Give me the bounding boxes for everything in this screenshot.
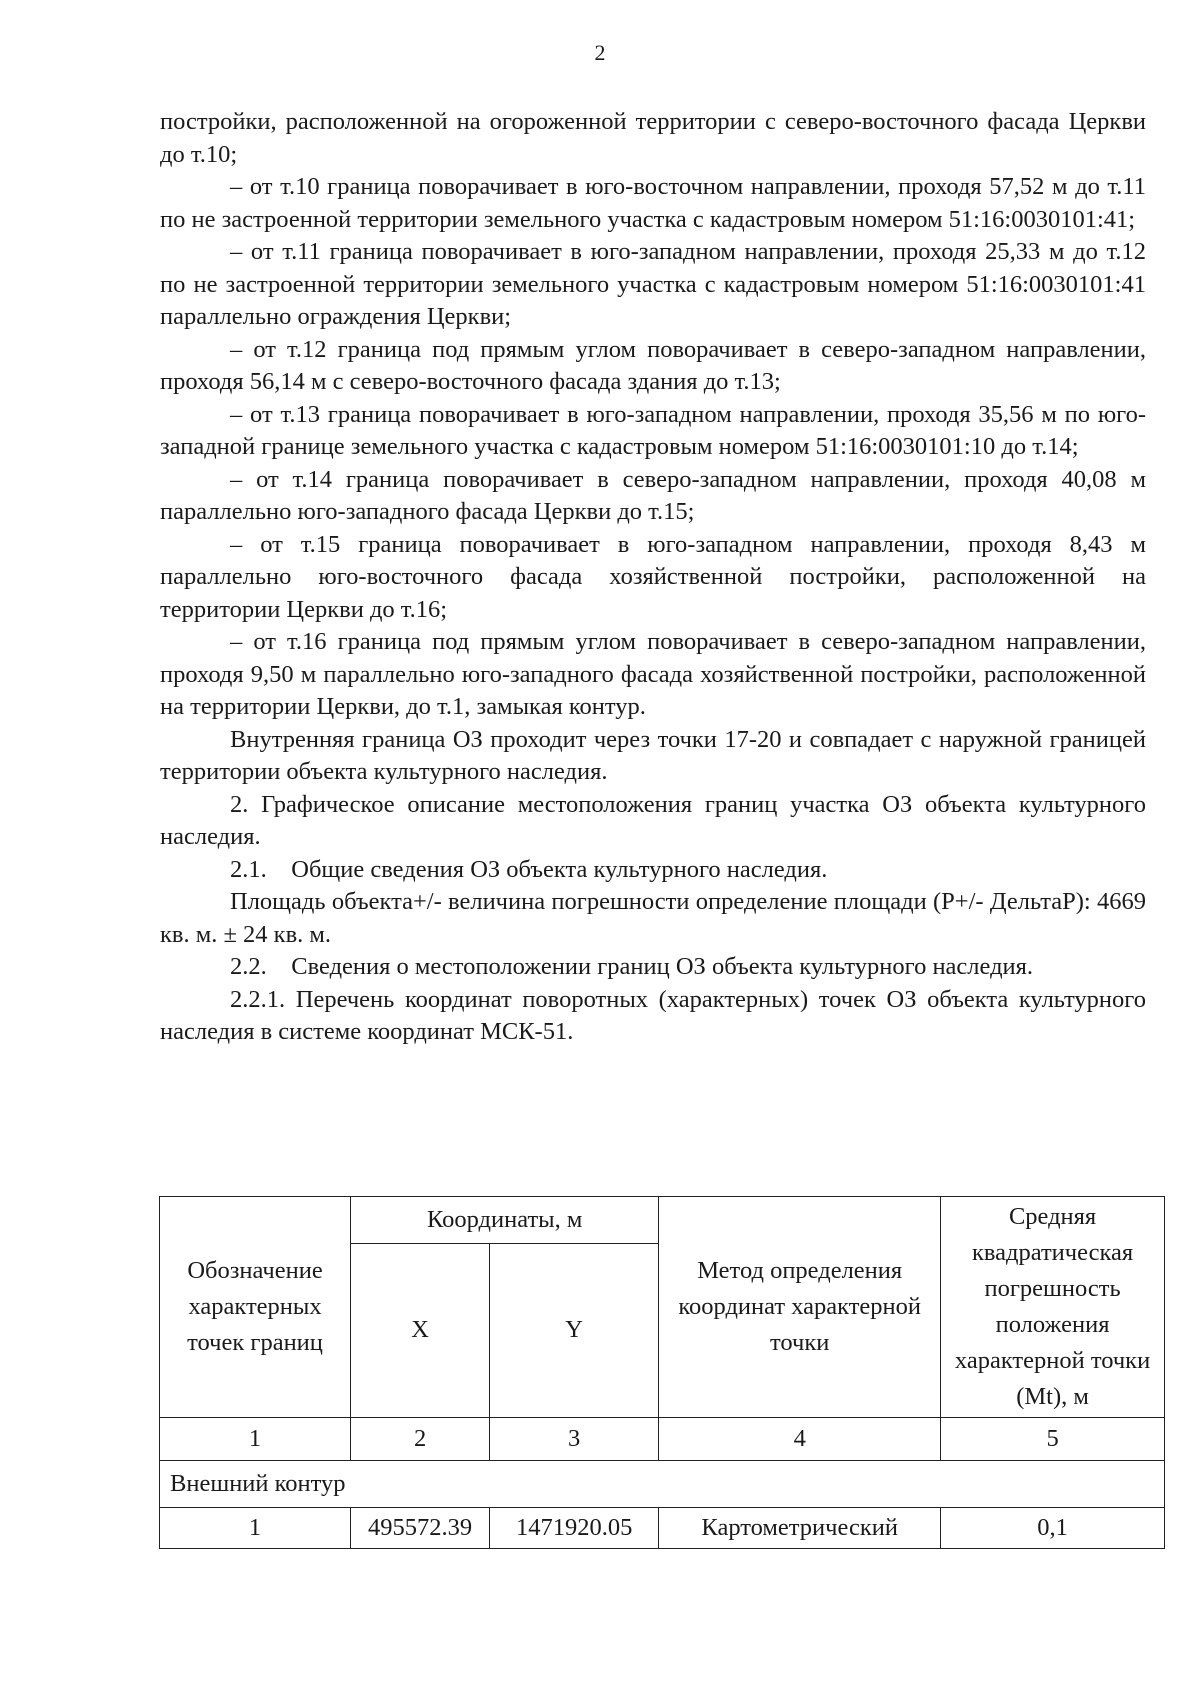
paragraph: 2.2. Сведения о местоположении границ ОЗ объекта культурного наследия. [230, 953, 1034, 980]
coordinates-table [159, 1196, 1165, 1549]
table-row [160, 1508, 1165, 1549]
coordinates-table-wrapper [159, 1196, 1165, 1549]
cell-y: 1471920.05 [490, 1508, 659, 1549]
column-number: 4 [659, 1418, 941, 1461]
section-label: Внешний контур [160, 1461, 1165, 1508]
document-body [160, 106, 1146, 1049]
paragraph: – от т.14 граница поворачивает в северо-западном направлении, проходя 40,08 м параллельно юго-западного фасада Церкви до т.15; [160, 465, 1146, 525]
paragraph: 2.1. Общие сведения ОЗ объекта культурного наследия. [230, 855, 828, 883]
cell-error: 0,1 [941, 1508, 1165, 1549]
cell-x: 495572.39 [351, 1508, 490, 1549]
column-number: 2 [351, 1418, 490, 1461]
paragraph: 2. Графическое описание местоположения границ участка ОЗ объекта культурного наследия. [160, 790, 1146, 850]
paragraph: – от т.13 граница поворачивает в юго-западном направлении, проходя 35,56 м по юго-западной границе земельного участка с кадастровым номером 51:16:0030101:10 до т.14; [160, 400, 1146, 460]
column-number: 3 [490, 1418, 659, 1461]
column-number: 1 [160, 1418, 351, 1461]
paragraph: – от т.11 граница поворачивает в юго-западном направлении, проходя 25,33 м до т.12 по не застроенной территории земельного участка с кадастровым номером 51:16:0030101:41 параллельно ограждения Церкви; [160, 238, 1146, 330]
header-error: Средняя квадратическая погрешность положения характерной точки (Mt), м [941, 1197, 1165, 1418]
paragraph: – от т.16 граница под прямым углом поворачивает в северо-западном направлении, проходя 9,50 м параллельно юго-западного фасада хозяйственной постройки, расположенной на территории Церкви, до т.1, замыкая контур. [160, 628, 1146, 720]
header-method: Метод определения координат характерной точки [659, 1197, 941, 1418]
header-designation: Обозначение характерных точек границ [160, 1197, 351, 1418]
paragraph: 2.2.1. Перечень координат поворотных (характерных) точек ОЗ объекта культурного наследия в системе координат МСК-51. [160, 985, 1146, 1045]
header-coordinates: Координаты, м [351, 1197, 659, 1244]
cell-method: Картометрический [659, 1508, 941, 1549]
cell-point: 1 [160, 1508, 351, 1549]
section-row [160, 1461, 1165, 1508]
paragraph: – от т.12 граница под прямым углом поворачивает в северо-западном направлении, проходя 56,14 м с северо-восточного фасада здания до т.13; [160, 335, 1146, 395]
column-number: 5 [941, 1418, 1165, 1461]
table-header-row [160, 1197, 1165, 1244]
paragraph: постройки, расположенной на огороженной территории с северо-восточного фасада Церкви до т.10; [160, 108, 1146, 168]
column-numbers-row [160, 1418, 1165, 1461]
header-x: X [351, 1243, 490, 1417]
header-y: Y [490, 1243, 659, 1417]
paragraph: – от т.10 граница поворачивает в юго-восточном направлении, проходя 57,52 м до т.11 по не застроенной территории земельного участка с кадастровым номером 51:16:0030101:41; [160, 173, 1146, 233]
page-number: 2 [594, 40, 606, 65]
paragraph: Внутренняя граница ОЗ проходит через точки 17-20 и совпадает с наружной границей территории объекта культурного наследия. [160, 725, 1146, 785]
paragraph: Площадь объекта+/- величина погрешности определение площади (Р+/- ДельтаР): 4669 кв. м. ± 24 кв. м. [160, 888, 1146, 948]
paragraph: – от т.15 граница поворачивает в юго-западном направлении, проходя 8,43 м параллельно юго-восточного фасада хозяйственной постройки, расположенной на территории Церкви до т.16; [160, 530, 1146, 623]
